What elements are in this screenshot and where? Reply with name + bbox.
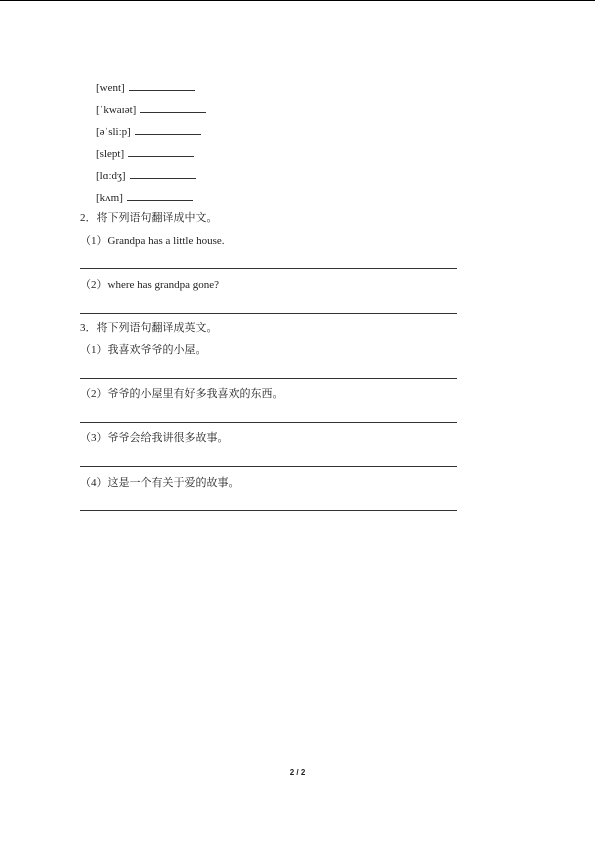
- fill-in-blank[interactable]: [129, 81, 195, 91]
- answer-line[interactable]: [80, 422, 457, 423]
- phonetic-text: [ˈkwaɪət]: [96, 104, 137, 116]
- answer-line[interactable]: [80, 510, 457, 511]
- phonetic-text: [slept]: [96, 148, 125, 160]
- answer-line[interactable]: [80, 378, 457, 379]
- answer-line[interactable]: [80, 466, 457, 467]
- page-number: 2 / 2: [289, 768, 306, 777]
- fill-in-blank[interactable]: [130, 169, 196, 179]
- phonetic-item-asleep: [96, 125, 201, 139]
- phonetic-item-slept: [96, 147, 194, 161]
- section-3-question-4: （4）这是一个有关于爱的故事。: [80, 477, 240, 489]
- phonetic-text: [lɑːdʒ]: [96, 170, 126, 182]
- section-2-question-2: （2）where has grandpa gone?: [80, 279, 219, 291]
- phonetic-item-come: [96, 191, 193, 205]
- answer-line[interactable]: [80, 268, 457, 269]
- fill-in-blank[interactable]: [140, 103, 206, 113]
- fill-in-blank[interactable]: [127, 191, 193, 201]
- phonetic-text: [kʌm]: [96, 192, 123, 204]
- section-3-title: 3．将下列语句翻译成英文。: [80, 322, 218, 334]
- phonetic-item-went: [96, 81, 195, 95]
- phonetic-text: [əˈsliːp]: [96, 126, 131, 138]
- header-rule: [0, 0, 595, 1]
- section-2-question-1: （1）Grandpa has a little house.: [80, 235, 225, 247]
- phonetic-text: [went]: [96, 82, 125, 94]
- fill-in-blank[interactable]: [135, 125, 201, 135]
- answer-line[interactable]: [80, 313, 457, 314]
- phonetic-item-large: [96, 169, 196, 183]
- section-3-question-2: （2）爷爷的小屋里有好多我喜欢的东西。: [80, 388, 284, 400]
- section-2-title: 2．将下列语句翻译成中文。: [80, 212, 218, 224]
- fill-in-blank[interactable]: [128, 147, 194, 157]
- section-3-question-1: （1）我喜欢爷爷的小屋。: [80, 344, 207, 356]
- phonetic-item-quiet: [96, 103, 206, 117]
- section-3-question-3: （3）爷爷会给我讲很多故事。: [80, 432, 229, 444]
